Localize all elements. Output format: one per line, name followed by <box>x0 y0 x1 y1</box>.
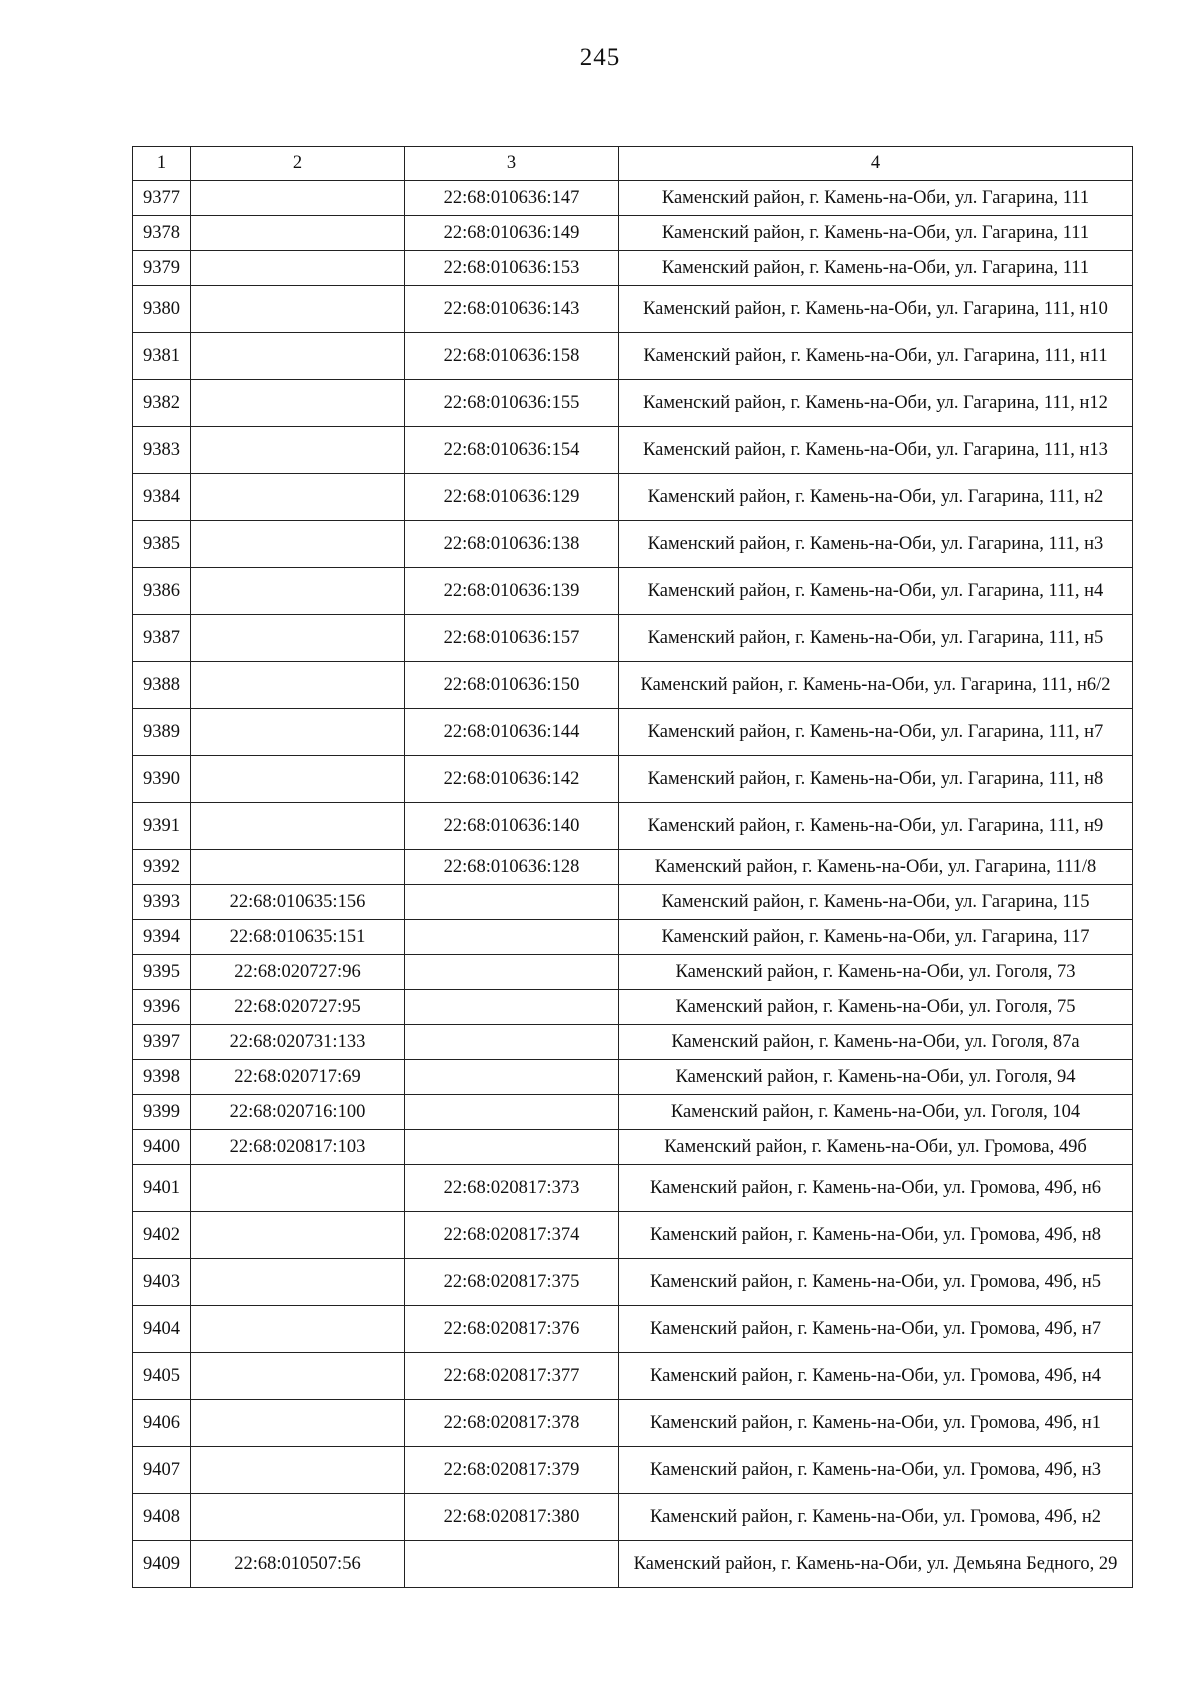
row-number-cell: 9400 <box>133 1130 191 1165</box>
row-number-cell: 9388 <box>133 662 191 709</box>
object-cadastral-number-cell <box>405 1025 619 1060</box>
object-cadastral-number-cell: 22:68:010636:128 <box>405 850 619 885</box>
object-cadastral-number-cell: 22:68:010636:143 <box>405 286 619 333</box>
row-number-cell: 9404 <box>133 1306 191 1353</box>
header-col-2: 2 <box>191 147 405 181</box>
cadastral-number-cell <box>191 427 405 474</box>
address-cell: Каменский район, г. Камень-на-Оби, ул. Гоголя, 73 <box>619 955 1133 990</box>
address-cell: Каменский район, г. Камень-на-Оби, ул. Гагарина, 111, н10 <box>619 286 1133 333</box>
cadastral-number-cell <box>191 1259 405 1306</box>
cadastral-number-cell <box>191 474 405 521</box>
address-cell: Каменский район, г. Камень-на-Оби, ул. Гагарина, 111, н7 <box>619 709 1133 756</box>
table-row <box>133 990 1133 1025</box>
address-cell: Каменский район, г. Камень-на-Оби, ул. Гагарина, 111, н12 <box>619 380 1133 427</box>
object-cadastral-number-cell: 22:68:010636:144 <box>405 709 619 756</box>
cadastral-number-cell <box>191 756 405 803</box>
address-cell: Каменский район, г. Камень-на-Оби, ул. Гагарина, 111, н2 <box>619 474 1133 521</box>
cadastral-number-cell: 22:68:020716:100 <box>191 1095 405 1130</box>
table-row <box>133 1060 1133 1095</box>
row-number-cell: 9408 <box>133 1494 191 1541</box>
table-row <box>133 1025 1133 1060</box>
address-cell: Каменский район, г. Камень-на-Оби, ул. Гоголя, 75 <box>619 990 1133 1025</box>
cadastral-number-cell: 22:68:020731:133 <box>191 1025 405 1060</box>
object-cadastral-number-cell <box>405 1095 619 1130</box>
address-cell: Каменский район, г. Камень-на-Оби, ул. Громова, 49б, н8 <box>619 1212 1133 1259</box>
cadastral-number-cell <box>191 1494 405 1541</box>
row-number-cell: 9381 <box>133 333 191 380</box>
object-cadastral-number-cell: 22:68:010636:157 <box>405 615 619 662</box>
address-cell: Каменский район, г. Камень-на-Оби, ул. Гагарина, 111, н5 <box>619 615 1133 662</box>
address-cell: Каменский район, г. Камень-на-Оби, ул. Гагарина, 111, н13 <box>619 427 1133 474</box>
cadastral-number-cell: 22:68:010507:56 <box>191 1541 405 1588</box>
row-number-cell: 9405 <box>133 1353 191 1400</box>
table-row <box>133 521 1133 568</box>
table-row <box>133 251 1133 286</box>
row-number-cell: 9403 <box>133 1259 191 1306</box>
row-number-cell: 9378 <box>133 216 191 251</box>
object-cadastral-number-cell: 22:68:010636:140 <box>405 803 619 850</box>
object-cadastral-number-cell: 22:68:020817:379 <box>405 1447 619 1494</box>
row-number-cell: 9384 <box>133 474 191 521</box>
object-cadastral-number-cell <box>405 920 619 955</box>
row-number-cell: 9401 <box>133 1165 191 1212</box>
table-row <box>133 568 1133 615</box>
row-number-cell: 9392 <box>133 850 191 885</box>
cadastral-number-cell <box>191 181 405 216</box>
cadastral-number-cell <box>191 1165 405 1212</box>
object-cadastral-number-cell <box>405 885 619 920</box>
object-cadastral-number-cell: 22:68:020817:378 <box>405 1400 619 1447</box>
address-cell: Каменский район, г. Камень-на-Оби, ул. Гагарина, 111, н9 <box>619 803 1133 850</box>
row-number-cell: 9397 <box>133 1025 191 1060</box>
object-cadastral-number-cell: 22:68:020817:373 <box>405 1165 619 1212</box>
object-cadastral-number-cell: 22:68:010636:154 <box>405 427 619 474</box>
address-cell: Каменский район, г. Камень-на-Оби, ул. Громова, 49б, н4 <box>619 1353 1133 1400</box>
object-cadastral-number-cell: 22:68:010636:139 <box>405 568 619 615</box>
address-cell: Каменский район, г. Камень-на-Оби, ул. Гагарина, 111, н6/2 <box>619 662 1133 709</box>
object-cadastral-number-cell: 22:68:010636:147 <box>405 181 619 216</box>
table-row <box>133 1400 1133 1447</box>
object-cadastral-number-cell: 22:68:010636:155 <box>405 380 619 427</box>
address-cell: Каменский район, г. Камень-на-Оби, ул. Громова, 49б, н6 <box>619 1165 1133 1212</box>
cadastral-number-cell: 22:68:010635:156 <box>191 885 405 920</box>
object-cadastral-number-cell: 22:68:010636:138 <box>405 521 619 568</box>
object-cadastral-number-cell <box>405 1541 619 1588</box>
registry-table <box>132 146 1133 1588</box>
table-row <box>133 1259 1133 1306</box>
table-row <box>133 1212 1133 1259</box>
cadastral-number-cell <box>191 850 405 885</box>
cadastral-number-cell <box>191 1447 405 1494</box>
address-cell: Каменский район, г. Камень-на-Оби, ул. Гагарина, 115 <box>619 885 1133 920</box>
table-row <box>133 1306 1133 1353</box>
address-cell: Каменский район, г. Камень-на-Оби, ул. Гоголя, 94 <box>619 1060 1133 1095</box>
address-cell: Каменский район, г. Камень-на-Оби, ул. Гагарина, 111, н3 <box>619 521 1133 568</box>
cadastral-number-cell <box>191 251 405 286</box>
address-cell: Каменский район, г. Камень-на-Оби, ул. Гагарина, 111 <box>619 181 1133 216</box>
row-number-cell: 9391 <box>133 803 191 850</box>
row-number-cell: 9390 <box>133 756 191 803</box>
table-row <box>133 427 1133 474</box>
object-cadastral-number-cell: 22:68:020817:375 <box>405 1259 619 1306</box>
address-cell: Каменский район, г. Камень-на-Оби, ул. Гагарина, 111/8 <box>619 850 1133 885</box>
row-number-cell: 9382 <box>133 380 191 427</box>
cadastral-number-cell <box>191 709 405 756</box>
cadastral-number-cell <box>191 286 405 333</box>
address-cell: Каменский район, г. Камень-на-Оби, ул. Гагарина, 117 <box>619 920 1133 955</box>
table-row <box>133 709 1133 756</box>
table-row <box>133 662 1133 709</box>
table-row <box>133 1447 1133 1494</box>
address-cell: Каменский район, г. Камень-на-Оби, ул. Громова, 49б <box>619 1130 1133 1165</box>
object-cadastral-number-cell: 22:68:020817:376 <box>405 1306 619 1353</box>
row-number-cell: 9383 <box>133 427 191 474</box>
table-row <box>133 216 1133 251</box>
row-number-cell: 9398 <box>133 1060 191 1095</box>
table-row <box>133 380 1133 427</box>
table-row <box>133 1130 1133 1165</box>
cadastral-number-cell: 22:68:020727:95 <box>191 990 405 1025</box>
object-cadastral-number-cell <box>405 1130 619 1165</box>
header-col-1: 1 <box>133 147 191 181</box>
object-cadastral-number-cell: 22:68:010636:153 <box>405 251 619 286</box>
cadastral-number-cell: 22:68:010635:151 <box>191 920 405 955</box>
object-cadastral-number-cell: 22:68:020817:380 <box>405 1494 619 1541</box>
row-number-cell: 9394 <box>133 920 191 955</box>
cadastral-number-cell <box>191 1353 405 1400</box>
table-row <box>133 333 1133 380</box>
address-cell: Каменский район, г. Камень-на-Оби, ул. Гагарина, 111, н11 <box>619 333 1133 380</box>
table-row <box>133 1494 1133 1541</box>
header-col-4: 4 <box>619 147 1133 181</box>
object-cadastral-number-cell <box>405 1060 619 1095</box>
table-row <box>133 756 1133 803</box>
table-row <box>133 803 1133 850</box>
table-row <box>133 850 1133 885</box>
object-cadastral-number-cell <box>405 955 619 990</box>
table-row <box>133 1165 1133 1212</box>
address-cell: Каменский район, г. Камень-на-Оби, ул. Громова, 49б, н7 <box>619 1306 1133 1353</box>
cadastral-number-cell <box>191 521 405 568</box>
row-number-cell: 9396 <box>133 990 191 1025</box>
row-number-cell: 9393 <box>133 885 191 920</box>
cadastral-number-cell <box>191 1212 405 1259</box>
object-cadastral-number-cell: 22:68:010636:142 <box>405 756 619 803</box>
address-cell: Каменский район, г. Камень-на-Оби, ул. Гагарина, 111 <box>619 251 1133 286</box>
table-row <box>133 1353 1133 1400</box>
table-row <box>133 1095 1133 1130</box>
address-cell: Каменский район, г. Камень-на-Оби, ул. Громова, 49б, н5 <box>619 1259 1133 1306</box>
address-cell: Каменский район, г. Камень-на-Оби, ул. Громова, 49б, н1 <box>619 1400 1133 1447</box>
object-cadastral-number-cell: 22:68:010636:129 <box>405 474 619 521</box>
object-cadastral-number-cell: 22:68:010636:149 <box>405 216 619 251</box>
table-row <box>133 920 1133 955</box>
table-row <box>133 286 1133 333</box>
object-cadastral-number-cell: 22:68:010636:158 <box>405 333 619 380</box>
row-number-cell: 9399 <box>133 1095 191 1130</box>
row-number-cell: 9380 <box>133 286 191 333</box>
address-cell: Каменский район, г. Камень-на-Оби, ул. Гагарина, 111 <box>619 216 1133 251</box>
object-cadastral-number-cell: 22:68:020817:374 <box>405 1212 619 1259</box>
object-cadastral-number-cell <box>405 990 619 1025</box>
object-cadastral-number-cell: 22:68:010636:150 <box>405 662 619 709</box>
object-cadastral-number-cell: 22:68:020817:377 <box>405 1353 619 1400</box>
row-number-cell: 9389 <box>133 709 191 756</box>
cadastral-number-cell <box>191 803 405 850</box>
row-number-cell: 9387 <box>133 615 191 662</box>
cadastral-number-cell: 22:68:020727:96 <box>191 955 405 990</box>
table-row <box>133 474 1133 521</box>
address-cell: Каменский район, г. Камень-на-Оби, ул. Гагарина, 111, н8 <box>619 756 1133 803</box>
cadastral-number-cell <box>191 333 405 380</box>
row-number-cell: 9402 <box>133 1212 191 1259</box>
table-body <box>133 181 1133 1588</box>
address-cell: Каменский район, г. Камень-на-Оби, ул. Громова, 49б, н2 <box>619 1494 1133 1541</box>
cadastral-number-cell <box>191 1306 405 1353</box>
cadastral-number-cell <box>191 568 405 615</box>
row-number-cell: 9395 <box>133 955 191 990</box>
cadastral-number-cell: 22:68:020717:69 <box>191 1060 405 1095</box>
table-row <box>133 1541 1133 1588</box>
address-cell: Каменский район, г. Камень-на-Оби, ул. Гагарина, 111, н4 <box>619 568 1133 615</box>
table-row <box>133 885 1133 920</box>
row-number-cell: 9406 <box>133 1400 191 1447</box>
page-number: 245 <box>579 44 621 71</box>
row-number-cell: 9407 <box>133 1447 191 1494</box>
address-cell: Каменский район, г. Камень-на-Оби, ул. Громова, 49б, н3 <box>619 1447 1133 1494</box>
table-row <box>133 955 1133 990</box>
cadastral-number-cell <box>191 216 405 251</box>
table-row <box>133 615 1133 662</box>
table-row <box>133 181 1133 216</box>
address-cell: Каменский район, г. Камень-на-Оби, ул. Гоголя, 87а <box>619 1025 1133 1060</box>
address-cell: Каменский район, г. Камень-на-Оби, ул. Демьяна Бедного, 29 <box>619 1541 1133 1588</box>
row-number-cell: 9409 <box>133 1541 191 1588</box>
cadastral-number-cell <box>191 662 405 709</box>
cadastral-number-cell <box>191 1400 405 1447</box>
row-number-cell: 9377 <box>133 181 191 216</box>
row-number-cell: 9386 <box>133 568 191 615</box>
header-col-3: 3 <box>405 147 619 181</box>
cadastral-number-cell <box>191 615 405 662</box>
cadastral-number-cell <box>191 380 405 427</box>
address-cell: Каменский район, г. Камень-на-Оби, ул. Гоголя, 104 <box>619 1095 1133 1130</box>
row-number-cell: 9379 <box>133 251 191 286</box>
table-header-row <box>133 147 1133 181</box>
cadastral-number-cell: 22:68:020817:103 <box>191 1130 405 1165</box>
row-number-cell: 9385 <box>133 521 191 568</box>
